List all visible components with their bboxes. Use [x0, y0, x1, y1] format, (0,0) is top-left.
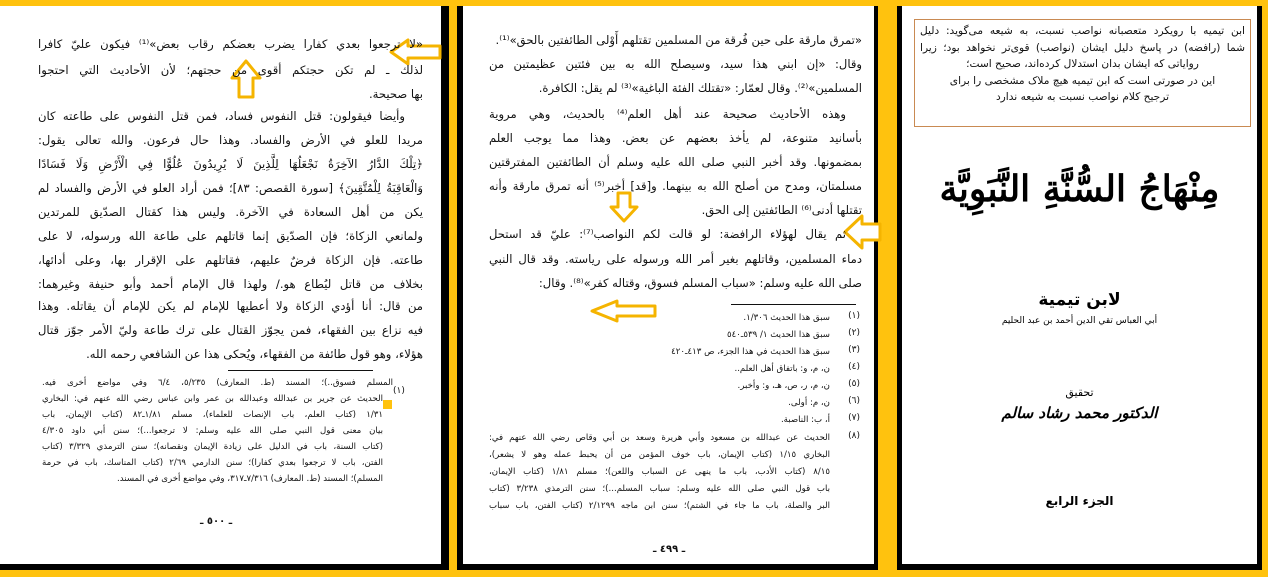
footnote-line: أ، ب: الناصبة. — [780, 415, 830, 425]
footnote-number: (٣) — [848, 345, 860, 355]
footnote-line: ن، م: أولى. — [788, 398, 830, 408]
footnote-line: المسلم)؛ المسند (ط. المعارف) ٧/٣١٦ـ٣١٧، وفي مواضع أخرى في المسند. — [117, 474, 383, 484]
edited-by-label: تحقيق — [1065, 386, 1094, 399]
footnote-number: (٨) — [848, 431, 860, 441]
footnote-number: (١) — [393, 386, 405, 396]
book-cover-page — [897, 6, 1262, 570]
text-line: تقتلها أدنى⁽⁶⁾ الطائفتين إلى الحق. — [701, 203, 862, 217]
text-line: لذلك ـ لم تكن حجتكم أقوى من حجتهم؛ لأن الأحاديث التي احتجوا — [38, 63, 423, 77]
text-line: هؤلاء، وهو قول طائفة من الفقهاء، ويُحكى هذا عن الشافعي رحمه الله. — [86, 347, 423, 361]
text-line: «تمرق مارقة على حين فُرقة من المسلمين تقتلهم أَوْلى الطائفتين بالحق»⁽¹⁾. — [495, 33, 862, 47]
footnote-number: (٦) — [848, 396, 860, 406]
footnote-line: ١/٣١ (كتاب العلم، باب الإنصات للعلماء)، مسلم ١/٨١ـ٨٢ (كتاب الإيمان، باب — [42, 410, 383, 420]
middle-book-page — [457, 6, 878, 570]
footnote-number: (٧) — [848, 413, 860, 423]
footnote-line: سبق هذا الحديث في هذا الجزء، ص ٤١٣ـ٤٢٠ — [671, 347, 830, 357]
footnote-line: باب قول النبي صلى الله عليه وسلم: سباب المسلم...)؛ سنن الترمذي ٣/٢٣٨ (كتاب — [489, 484, 830, 494]
annotation-line: این در صورتی است که ابن تیمیه هیچ ملاک مشخصی را برای — [949, 74, 1216, 87]
footnote-number: (٢) — [848, 328, 860, 338]
left-book-page — [0, 6, 449, 570]
text-line: وأيضا فيقولون: قتل النفوس فساد، فمن قتل النفوس على طاعته كان — [38, 109, 405, 123]
footnote-line: البخاري ١/١٥ (كتاب الإيمان، باب خوف المؤمن من أن يحبط عمله وهو لا يشعر)، — [489, 450, 830, 460]
footnote-line: (كتاب السنة، باب في الدليل على زيادة الإيمان ونقصانه)؛ سنن الترمذي ٣/٣٢٩ (كتاب — [42, 442, 383, 452]
highlight-marker — [383, 400, 392, 409]
footnote-line: الحديث عن جرير بن عبدالله وعبدالله بن عمر وابن عباس رضي الله عنهم في: البخاري — [42, 394, 383, 404]
footnote-line: سبق هذا الحديث ١/ ٥٣٩ـ٥٤٠ — [727, 330, 830, 340]
text-line: فيه نزاع بين الفقهاء، فمن يجوّز القتال على ترك طاعة وليّ الأمر جوّز قتال — [38, 323, 423, 337]
text-line: يكن من أهل السعادة في الآخرة. وليس هذا كقتال الصدّيق للمرتدين — [38, 205, 423, 219]
text-line: وقال: «إن ابني هذا سيد، وسيصلح الله به بين فئتين عظيمتين من — [489, 57, 862, 71]
footnote-line: الحديث عن عبدالله بن مسعود وأبي هريرة وسعد بن أبي وقاص رضي الله عنهم في: — [489, 433, 830, 443]
volume-label: الجزء الرابع — [1045, 494, 1114, 508]
text-line: وَالْعَاقِبَةُ لِلْمُتَّقِينَ﴾ [سورة القصص: ٨٣]؛ فمن أراد العلو في الأرض والفساد لم — [38, 181, 423, 195]
text-line: ﴿تِلْكَ الدَّارُ الآخِرَةُ نَجْعَلُهَا لِلَّذِينَ لَا يُرِيدُونَ عُلُوًّا فِي الْأَرْضِ وَلَا فَسَادًا — [38, 157, 423, 171]
footnote-line: ٨/١٥ (كتاب الأدب، باب ما ينهى عن السباب واللعن)؛ مسلم ١/٨١ (كتاب الإيمان، — [489, 467, 830, 477]
text-line: ثم يقال لهؤلاء الرافضة: لو قالت لكم النواصب⁽⁷⁾: عليّ قد استحل — [489, 227, 846, 241]
author-full-name: أبي العباس تقي الدين أحمد بن عبد الحليم — [1001, 316, 1158, 326]
editor-name: الدكتور محمد رشاد سالم — [1001, 404, 1158, 422]
footnote-line: بيان معنى قول النبي صلى الله عليه وسلم: لا ترجعوا...)؛ سنن أبي داود ٤/٣٠٥ — [42, 426, 383, 436]
page-number: ـ ٤٩٩ ـ — [653, 544, 686, 555]
footnote-divider — [228, 370, 373, 371]
text-line: وهذه الأحاديث صحيحة عند أهل العلم⁽⁴⁾ بالحديث، وهي مروية — [489, 107, 846, 121]
text-line: مريدا للعلو في الأرض والفساد. وهذا حال فرعون. والله تعالى يقول: — [38, 133, 423, 147]
author-name: لابن تيمية — [1038, 290, 1121, 310]
footnote-line: البر والصلة، باب ما جاء في الشتم)؛ سنن ابن ماجه ٢/١٢٩٩ (كتاب الفتن، باب سباب — [489, 501, 830, 511]
footnote-line: ن، م، ر، ص، هـ، و: وأخبر. — [737, 381, 830, 391]
text-line: بخلاف من قاتل ليُطاع هو./ ولهذا قال الإمام أحمد وأبو حنيفة وغيرهما: — [38, 277, 423, 291]
text-line: «لا ترجعوا بعدي كفارا يضرب بعضكم رقاب بعض»⁽¹⁾ فيكون عليّ كافرا — [38, 37, 424, 51]
annotation-line: ابن تیمیه با رویکرد متعصبانه نواصب نسبت، به شیعه می‌گوید: دلیل — [920, 25, 1245, 37]
footnote-number: (٤) — [848, 362, 860, 372]
book-title: مِنْهَاجُ السُّنَّةِ النَّبَوِيَّة — [939, 168, 1220, 210]
footnote-line: سبق هذا الحديث ١/٣٠٦. — [743, 313, 830, 323]
text-line: بمضمونها. وقد أخبر النبي صلى الله عليه وسلم أن الطائفتين المفترقتين — [489, 155, 862, 169]
text-line: صلى الله عليه وسلم: «سباب المسلم فسوق، وقتاله كفر»⁽⁸⁾. وقال: — [538, 276, 862, 290]
text-line: طاعته. فإن الزكاة فرضٌ عليهم، فقاتلهم على الإقرار بها، وعلى أدائها، — [38, 253, 423, 267]
page-number: ـ ٥٠٠ ـ — [200, 516, 233, 527]
text-line: بها صحيحة. — [368, 87, 423, 101]
footnote-line: ن، م، و: باتفاق أهل العلم.. — [734, 364, 830, 374]
text-line: مسلمتان، ومدح من أصلح الله به بينهما. و[قد] أخبر⁽⁵⁾ أنه تمرق مارقة وأنه — [489, 179, 862, 193]
text-line: بأسانيد متنوعة، لم يأخذ بعضهم عن بعض. وهذا مما يوجب العلم — [489, 131, 862, 145]
footnote-number: (٥) — [848, 379, 860, 389]
footnote-divider — [731, 304, 856, 305]
annotation-line: ترجیح کلام نواصب نسبت به شیعه ندارد — [995, 91, 1170, 103]
annotation-line: روایاتی که ایشان بدان استدلال کرده‌اند، صحیح است؛ — [966, 58, 1199, 70]
footnote-number: (١) — [848, 311, 860, 321]
text-line: ولمانعي الزكاة؛ فإن الصدّيق إنما قاتلهم على طاعة الله ورسوله، لا على — [38, 229, 423, 243]
footnote-line: الفتن، باب لا ترجعوا بعدي كفارا)؛ سنن الدارمي ٢/٦٩ (كتاب المناسك، باب في حرمة — [42, 458, 383, 468]
text-line: من قال: أنا أؤدي الزكاة ولا أعطيها للإمام لم يكن للإمام أن يقاتله. وهذا — [38, 299, 423, 313]
text-line: المسلمين»⁽²⁾. وقال لعمّار: «تقتلك الفئة الباغية»⁽³⁾ لم يقل: الكافرة. — [538, 81, 862, 95]
footnote-line: المسلم فسوق..)؛ المسند (ط. المعارف) ٥/٢٣٥، ٦/٤ وفي مواضع أخرى فيه. — [42, 378, 393, 388]
text-line: دماء المسلمين، وقاتلهم بغير أمر الله ورسوله على رياسته. وقد قال النبي — [489, 252, 862, 266]
annotation-line: شما (رافضه) در پاسخ دلیل ایشان (نواصب) قوی‌تر نخواهد بود؛ زیرا — [920, 41, 1245, 54]
persian-annotation-box — [914, 19, 1251, 127]
